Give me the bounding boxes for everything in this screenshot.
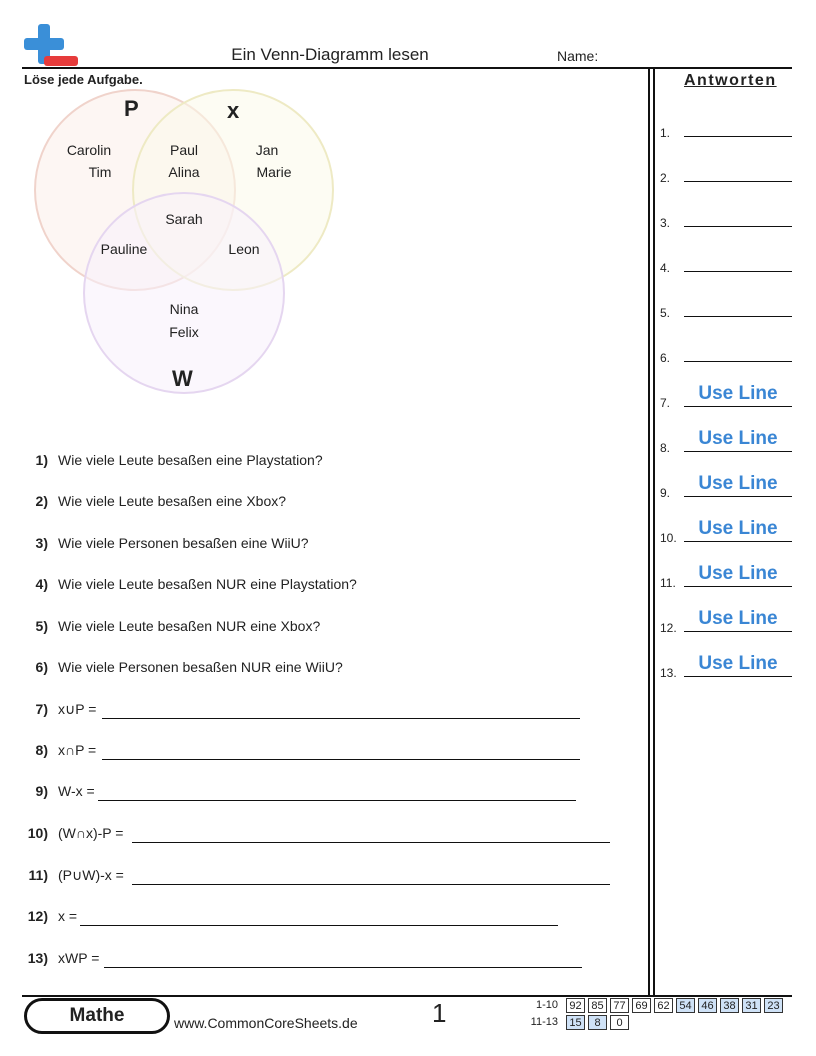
answer-line[interactable] (684, 226, 792, 227)
venn-name: Nina (169, 301, 199, 317)
score-key-cell: 62 (654, 998, 673, 1013)
score-key-cell: 54 (676, 998, 695, 1013)
answer-number: 2. (660, 171, 671, 185)
answer-row (660, 155, 795, 185)
answer-line[interactable] (684, 451, 792, 452)
question-row (24, 950, 624, 970)
answer-column-divider-right (653, 68, 655, 995)
answer-row (660, 245, 795, 275)
answer-row (660, 560, 795, 590)
question-number: 8) (35, 742, 48, 758)
answer-row (660, 380, 795, 410)
question-text: (W∩x)-P = (58, 825, 124, 841)
answer-hint: Use Line (698, 383, 778, 404)
venn-label-w: W (172, 366, 193, 391)
answer-number: 1. (660, 126, 671, 140)
answer-number: 11. (660, 576, 676, 590)
answer-line[interactable] (684, 361, 792, 362)
score-key-cell: 23 (764, 998, 783, 1013)
score-key-cell: 77 (610, 998, 629, 1013)
answer-row (660, 650, 795, 680)
question-text: Wie viele Leute besaßen eine Playstation? (58, 452, 323, 468)
question-text: xWP = (58, 950, 100, 966)
answer-row (660, 605, 795, 635)
question-text: x∪P = (58, 701, 97, 717)
venn-diagram (20, 85, 350, 405)
question-row (24, 452, 624, 472)
question-text: Wie viele Leute besaßen eine Xbox? (58, 493, 287, 509)
venn-name: Felix (169, 324, 199, 340)
score-key-cell: 0 (610, 1015, 629, 1030)
question-text: Wie viele Personen besaßen NUR eine WiiU? (58, 659, 343, 675)
question-number: 6) (35, 659, 48, 675)
answer-row (660, 290, 795, 320)
answer-hint: Use Line (698, 653, 778, 674)
question-number: 1) (35, 452, 48, 468)
answer-write-line[interactable] (102, 759, 580, 760)
answer-line[interactable] (684, 541, 792, 542)
venn-name: Carolin (66, 142, 112, 158)
answers-title: Antworten (684, 72, 777, 89)
question-row (24, 908, 624, 928)
answer-write-line[interactable] (132, 884, 610, 885)
venn-name: Leon (228, 241, 260, 257)
answer-line[interactable] (684, 631, 792, 632)
question-row (24, 742, 624, 762)
answer-line[interactable] (684, 271, 792, 272)
question-row (24, 535, 624, 555)
score-key-cell: 38 (720, 998, 739, 1013)
worksheet-title: Ein Venn-Diagramm lesen (231, 45, 429, 64)
answer-write-line[interactable] (102, 718, 580, 719)
subject-badge: Mathe (24, 998, 170, 1034)
question-number: 2) (35, 493, 48, 509)
score-key-cell: 92 (566, 998, 585, 1013)
answer-line[interactable] (684, 496, 792, 497)
venn-name: Jan (255, 142, 279, 158)
answer-row (660, 470, 795, 500)
question-number: 5) (35, 618, 48, 634)
score-key-row2-label: 11-13 (530, 1016, 558, 1028)
answer-number: 7. (660, 396, 671, 410)
footer-divider (22, 995, 792, 997)
question-text: Wie viele Personen besaßen eine WiiU? (58, 535, 309, 551)
answer-hint: Use Line (698, 518, 778, 539)
question-text: Wie viele Leute besaßen NUR eine Playstation? (58, 576, 357, 592)
venn-name: Marie (256, 164, 292, 180)
question-row (24, 576, 624, 596)
question-row (24, 701, 624, 721)
answer-hint: Use Line (698, 473, 778, 494)
venn-name: Sarah (165, 211, 203, 227)
question-number: 11) (28, 867, 48, 883)
question-number: 4) (35, 576, 48, 592)
score-key-cell: 69 (632, 998, 651, 1013)
header-divider (22, 67, 792, 69)
answer-number: 5. (660, 306, 671, 320)
question-number: 10) (27, 825, 48, 841)
page-number: 1 (432, 998, 447, 1028)
answer-row (660, 110, 795, 140)
score-key-cell: 85 (588, 998, 607, 1013)
question-row (24, 867, 624, 887)
question-text: (P∪W)-x = (58, 867, 124, 883)
answer-hint: Use Line (698, 428, 778, 449)
question-number: 13) (27, 950, 48, 966)
answer-write-line[interactable] (104, 967, 582, 968)
answer-number: 9. (660, 486, 671, 500)
website-url[interactable]: www.CommonCoreSheets.de (174, 1015, 358, 1031)
answer-line[interactable] (684, 316, 792, 317)
answer-number: 8. (660, 441, 671, 455)
answer-row (660, 200, 795, 230)
question-row (24, 493, 624, 513)
question-number: 7) (35, 701, 48, 717)
score-key-cell: 8 (588, 1015, 607, 1030)
answer-line[interactable] (684, 586, 792, 587)
answer-write-line[interactable] (98, 800, 576, 801)
logo-plus-horizontal (24, 38, 64, 50)
answer-hint: Use Line (698, 563, 778, 584)
answer-hint: Use Line (698, 608, 778, 629)
question-row (24, 783, 624, 803)
score-key-cell: 15 (566, 1015, 585, 1030)
answer-column-divider-left (648, 68, 650, 995)
question-number: 12) (27, 908, 48, 924)
answer-number: 4. (660, 261, 671, 275)
venn-name: Tim (88, 164, 112, 180)
answer-number: 12. (660, 621, 677, 635)
question-text: x∩P = (58, 742, 97, 758)
score-key-cell: 46 (698, 998, 717, 1013)
venn-name: Pauline (100, 241, 148, 257)
question-text: Wie viele Leute besaßen NUR eine Xbox? (58, 618, 321, 634)
instructions: Löse jede Aufgabe. (24, 72, 143, 87)
question-row (24, 618, 624, 638)
question-row (24, 659, 624, 679)
venn-name: Paul (169, 142, 199, 158)
answer-line[interactable] (684, 676, 792, 677)
question-row (24, 825, 624, 845)
question-number: 9) (35, 783, 48, 799)
question-text: x = (58, 908, 78, 924)
answer-write-line[interactable] (80, 925, 558, 926)
answer-number: 10. (660, 531, 677, 545)
answer-row (660, 425, 795, 455)
score-key-cell: 31 (742, 998, 761, 1013)
question-text: W-x = (58, 783, 95, 799)
answer-row (660, 335, 795, 365)
answer-number: 3. (660, 216, 671, 230)
venn-label-p: P (124, 96, 139, 121)
answer-number: 13. (660, 666, 677, 680)
answer-line[interactable] (684, 136, 792, 137)
venn-name: Alina (168, 164, 200, 180)
logo-minus (44, 56, 78, 66)
answer-number: 6. (660, 351, 671, 365)
name-label: Name: (557, 48, 599, 64)
answer-line[interactable] (684, 181, 792, 182)
answer-write-line[interactable] (132, 842, 610, 843)
venn-label-x: x (227, 98, 240, 123)
answer-row (660, 515, 795, 545)
question-number: 3) (35, 535, 48, 551)
answer-line[interactable] (684, 406, 792, 407)
score-key-row1-label: 1-10 (535, 999, 558, 1011)
